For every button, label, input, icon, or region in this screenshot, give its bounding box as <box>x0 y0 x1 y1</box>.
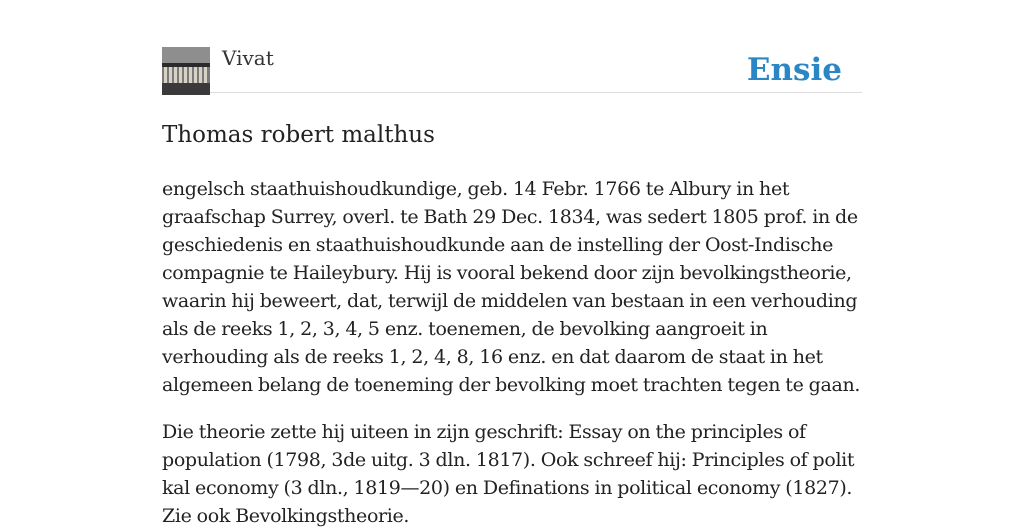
page-container <box>162 46 862 530</box>
article-header <box>162 46 862 93</box>
article-paragraph: engelsch staathuishoudkundige, geb. 14 Febr. 1766 te Albury in het graafschap Surrey, overl. te Bath 29 Dec. 1834, was sedert 1805 prof. in de geschiedenis en staathuishoudkunde aan de instelling der Oost-Indische compagnie te Haileybury. Hij is vooral bekend door zijn bevolkingstheorie, waarin hij beweert, dat, terwijl de middelen van bestaan in een verhouding als de reeks 1, 2, 3, 4, 5 enz. toenemen, de bevolking aangroeit in verhouding als de reeks 1, 2, 4, 8, 16 enz. en dat daarom de staat in het algemeen belang de toeneming der bevolking moet trachten tegen te gaan. <box>162 178 861 396</box>
site-logo[interactable]: Ensie <box>746 52 842 88</box>
author-avatar[interactable] <box>162 47 210 95</box>
article-paragraph: Die theorie zette hij uiteen in zijn geschrift: Essay on the principles of population (1798, 3de uitg. 3 dln. 1817). Ook schreef hij: Principles of polit kal economy (3 dln., 1819—20) en Definations in political economy (1827). Zie ook Bevolkingstheorie. <box>162 421 855 527</box>
article-title: Thomas robert malthus <box>162 122 435 148</box>
author-name[interactable]: Vivat <box>222 46 274 70</box>
avatar-image <box>162 47 210 95</box>
